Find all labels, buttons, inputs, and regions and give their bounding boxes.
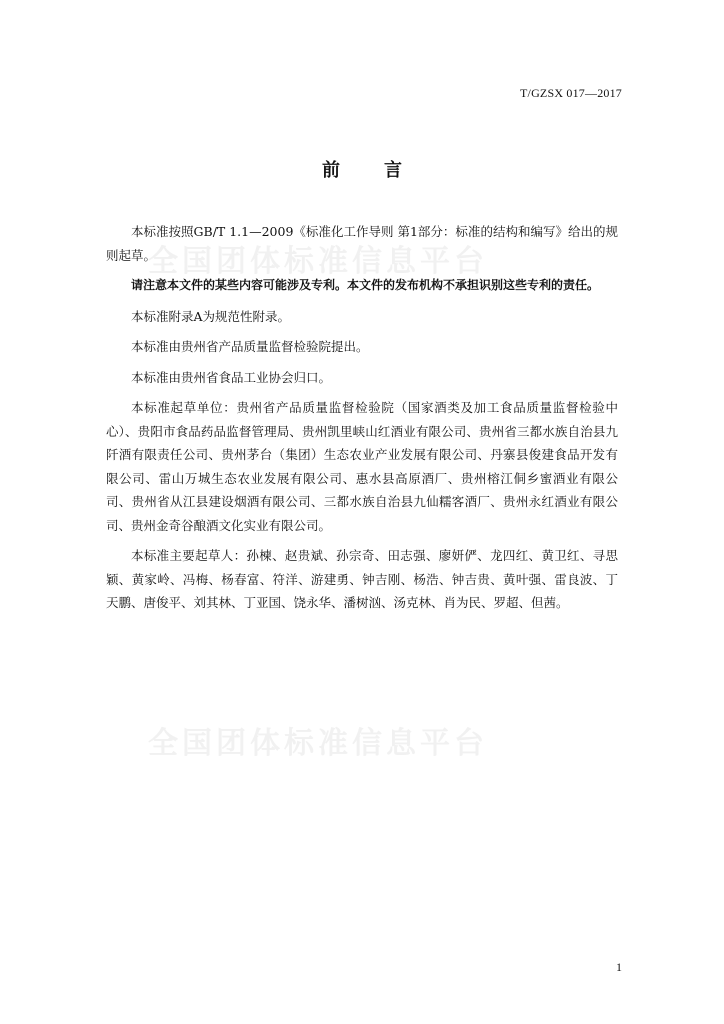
paragraph-patent-notice: 请注意本文件的某些内容可能涉及专利。本文件的发布机构不承担识别这些专利的责任。 xyxy=(131,278,600,292)
paragraph-drafting-rules: 本标准按照GB/T 1.1—2009《标准化工作导则 第1部分：标准的结构和编写》给出的规则起草。 xyxy=(106,224,618,263)
watermark-top: 全国团体标准信息平台 xyxy=(148,244,488,279)
page-heading: 前言 xyxy=(322,160,446,181)
paragraph-appendix: 本标准附录A为规范性附录。 xyxy=(131,308,291,324)
paragraph-drafters: 本标准主要起草人：孙楝、赵贵斌、孙宗奇、田志强、廖妍俨、龙四红、黄卫红、寻思颖、黄家岭、冯梅、杨春富、符洋、游建勇、钟吉刚、杨浩、钟吉贵、黄叶强、雷良波、丁天鹏、唐俊平、刘其林、丁亚国、饶永华、潘树汹、汤克林、肖为民、罗超、但茜。 xyxy=(106,548,618,610)
paragraph-proposer: 本标准由贵州省产品质量监督检验院提出。 xyxy=(131,339,369,354)
paragraph-administrator: 本标准由贵州省食品工业协会归口。 xyxy=(131,369,332,385)
foreword-body xyxy=(106,220,618,622)
watermark-bottom: 全国团体标准信息平台 xyxy=(148,726,488,761)
standard-number: T/GZSX 017—2017 xyxy=(520,86,622,100)
paragraph-drafting-units: 本标准起草单位：贵州省产品质量监督检验院（国家酒类及加工食品质量监督检验中心）、贵阳市食品药品监督管理局、贵州凯里峡山红酒业有限公司、贵州省三都水族自治县九阡酒有限责任公司、贵州茅台（集团）生态农业产业发展有限公司、丹寨县俊建食品开发有限公司、雷山万城生态农业发展有限公司、惠水县高原酒厂、贵州榕江侗乡蜜酒业有限公司、贵州省从江县建设烟酒有限公司、三都水族自治县九仙糯客酒厂、贵州永红酒业有限公司、贵州金奇谷酿酒文化实业有限公司。 xyxy=(106,400,618,533)
page-number: 1 xyxy=(616,960,622,974)
